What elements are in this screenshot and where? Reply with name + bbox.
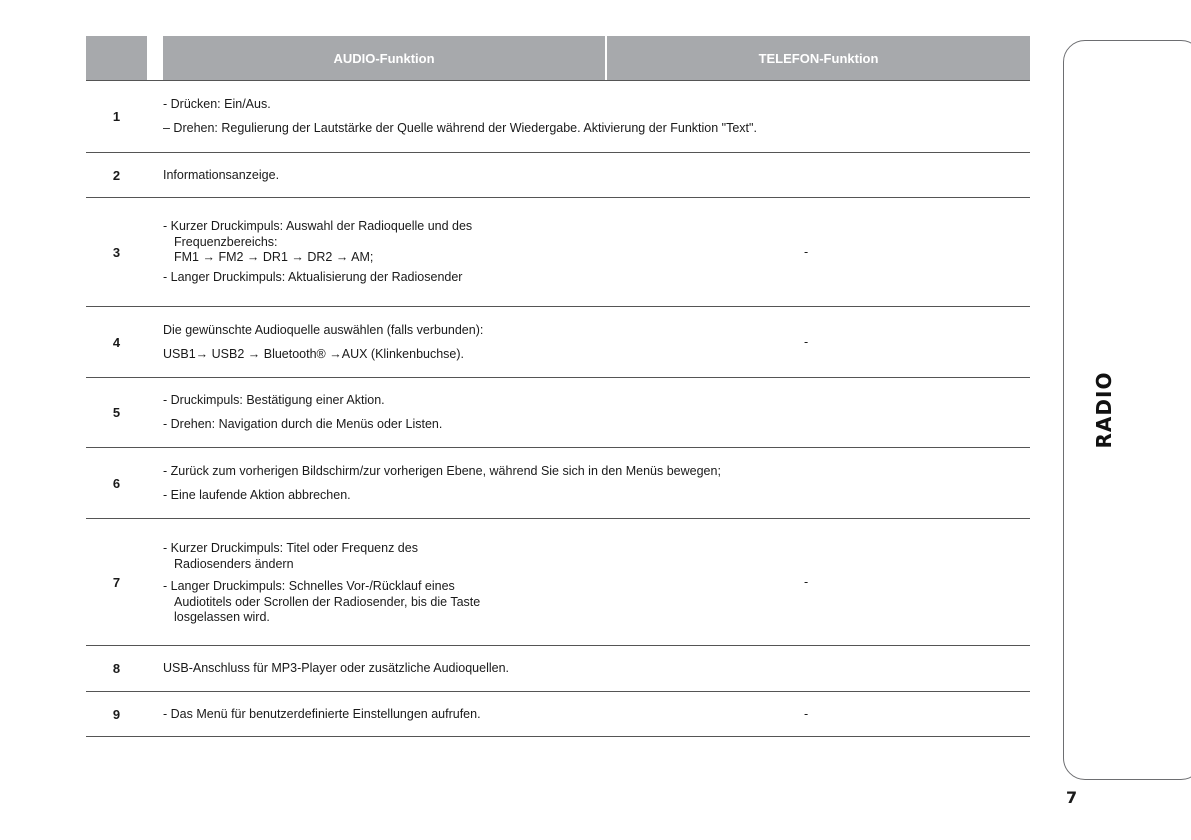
audio-line: - Langer Druckimpuls: Aktualisierung der Radiosender xyxy=(163,270,463,284)
telefon-function-text: - xyxy=(804,335,809,349)
page-number: 7 xyxy=(1066,788,1078,807)
table-row xyxy=(86,692,1030,737)
audio-line: Frequenzbereichs: xyxy=(174,235,278,249)
row-number: 8 xyxy=(112,661,121,676)
telefon-function-text: - xyxy=(804,575,809,589)
audio-line: - Drücken: Ein/Aus. xyxy=(163,97,271,111)
audio-line: USB-Anschluss für MP3-Player oder zusätzliche Audioquellen. xyxy=(163,661,510,675)
audio-line: - Druckimpuls: Bestätigung einer Aktion. xyxy=(163,393,385,407)
row-number: 7 xyxy=(112,574,121,590)
audio-function-text xyxy=(163,307,1030,377)
row-number: 4 xyxy=(112,334,121,350)
audio-function-text xyxy=(163,646,1030,691)
audio-line: - Zurück zum vorherigen Bildschirm/zur vorherigen Ebene, während Sie sich in den Menüs bewegen; xyxy=(163,463,721,478)
audio-function-text xyxy=(163,448,1030,518)
header-telefon-function: TELEFON-Funktion xyxy=(607,36,1030,80)
audio-line: Radiosenders ändern xyxy=(174,556,294,571)
row-number: 3 xyxy=(112,244,121,260)
audio-function-text xyxy=(163,81,1030,152)
row-number: 9 xyxy=(112,706,121,722)
audio-line: losgelassen wird. xyxy=(174,609,270,624)
audio-line: FM1 → FM2 → DR1 → DR2 → AM; xyxy=(174,250,374,264)
header-audio-function: AUDIO-Funktion xyxy=(163,36,605,80)
telefon-function-text: - xyxy=(804,245,809,259)
table-header xyxy=(86,36,1030,81)
audio-line: USB1→ USB2 → Bluetooth® →AUX (Klinkenbuchse). xyxy=(163,346,465,361)
audio-line: – Drehen: Regulierung der Lautstärke der Quelle während der Wiedergabe. Aktivierung der Funktion "Text". xyxy=(163,121,757,135)
table-row xyxy=(86,81,1030,153)
telefon-function-text: - xyxy=(804,707,809,721)
audio-function-text xyxy=(163,198,1030,306)
audio-line: - Kurzer Druckimpuls: Auswahl der Radioquelle und des xyxy=(163,219,473,233)
audio-function-text xyxy=(163,153,1030,197)
section-tab-text: RADIO xyxy=(1092,371,1116,449)
table-row xyxy=(86,519,1030,646)
function-table xyxy=(86,36,1030,737)
table-row xyxy=(86,307,1030,378)
row-number: 6 xyxy=(112,475,121,491)
header-number-cell xyxy=(86,36,147,80)
audio-line: - Langer Druckimpuls: Schnelles Vor-/Rücklauf eines xyxy=(163,578,455,593)
table-row xyxy=(86,448,1030,519)
audio-line: - Kurzer Druckimpuls: Titel oder Frequenz des xyxy=(163,540,418,555)
audio-function-text xyxy=(163,519,1030,645)
row-number: 1 xyxy=(112,109,121,124)
row-number: 2 xyxy=(112,167,121,183)
table-row xyxy=(86,153,1030,198)
audio-function-text xyxy=(163,692,1030,736)
audio-line: - Drehen: Navigation durch die Menüs oder Listen. xyxy=(163,417,443,431)
section-tab xyxy=(1063,40,1191,780)
table-row xyxy=(86,378,1030,448)
row-number: 5 xyxy=(112,405,121,420)
audio-line: Audiotitels oder Scrollen der Radiosender, bis die Taste xyxy=(174,594,481,609)
audio-function-text xyxy=(163,378,1030,447)
audio-line: - Eine laufende Aktion abbrechen. xyxy=(163,487,351,502)
table-row xyxy=(86,646,1030,692)
audio-line: - Das Menü für benutzerdefinierte Einstellungen aufrufen. xyxy=(163,706,481,721)
table-row xyxy=(86,198,1030,307)
audio-line: Informationsanzeige. xyxy=(163,167,280,182)
audio-line: Die gewünschte Audioquelle auswählen (falls verbunden): xyxy=(163,322,484,337)
